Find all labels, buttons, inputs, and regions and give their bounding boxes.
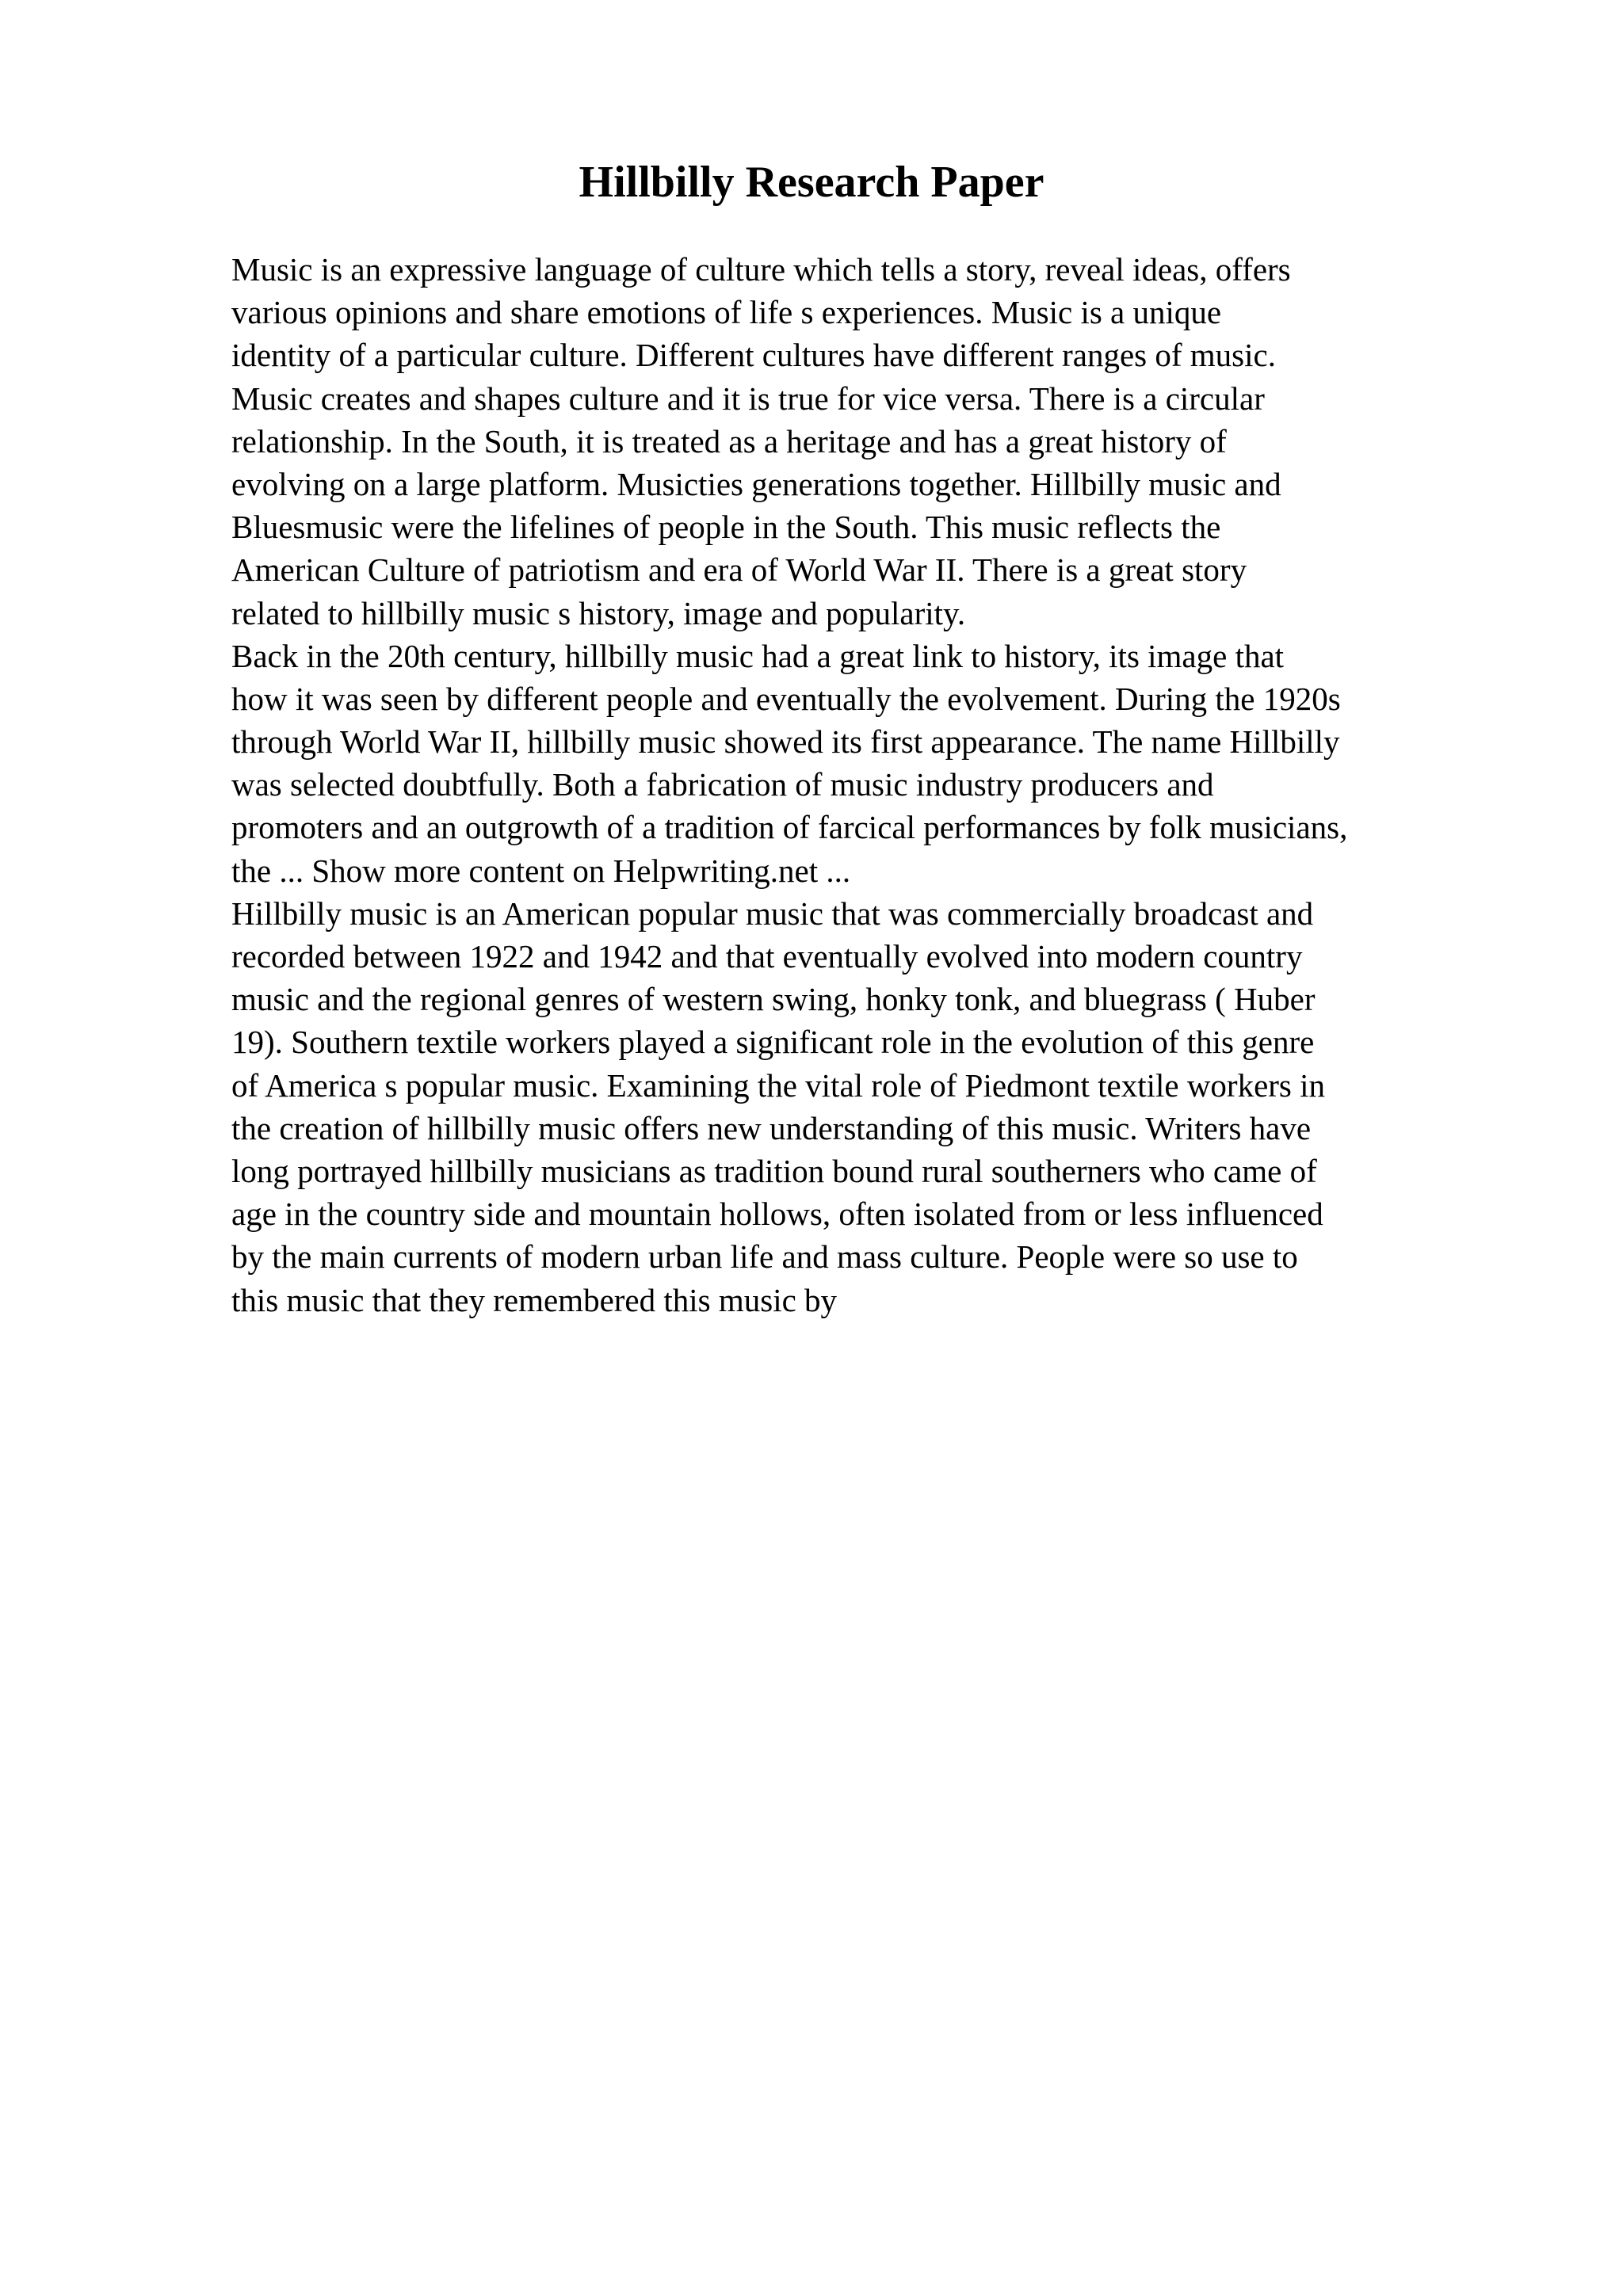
text-line: relationship. In the South, it is treated as a heritage and has a great history of <box>231 422 1227 460</box>
text-line: of America s popular music. Examining the vital role of Piedmont textile workers in <box>231 1066 1326 1104</box>
document-body <box>231 248 1547 1322</box>
text-line: various opinions and share emotions of life s experiences. Music is a unique <box>231 294 1222 331</box>
text-line: long portrayed hillbilly musicians as tradition bound rural southerners who came of <box>231 1152 1317 1189</box>
text-line: American Culture of patriotism and era of World War II. There is a great story <box>231 551 1247 589</box>
text-line: Back in the 20th century, hillbilly music had a great link to history, its image that <box>231 637 1285 674</box>
text-line: promoters and an outgrowth of a tradition of farcical performances by folk musicians, <box>231 809 1348 846</box>
text-line: Bluesmusic were the lifelines of people in the South. This music reflects the <box>231 509 1221 546</box>
text-line: the creation of hillbilly music offers new understanding of this music. Writers have <box>231 1109 1312 1146</box>
page-title: Hillbilly Research Paper <box>579 158 1044 207</box>
text-line: evolving on a large platform. Musicties generations together. Hillbilly music and <box>231 465 1281 502</box>
text-line: Music creates and shapes culture and it is true for vice versa. There is a circular <box>231 379 1265 417</box>
text-line: music and the regional genres of western swing, honky tonk, and bluegrass ( Huber <box>231 981 1316 1018</box>
text-line: this music that they remembered this music by <box>231 1281 838 1318</box>
text-line: related to hillbilly music s history, image and popularity. <box>231 594 966 631</box>
text-line: through World War II, hillbilly music showed its first appearance. The name Hillbilly <box>231 723 1340 761</box>
text-line: by the main currents of modern urban life and mass culture. People were so use to <box>231 1238 1298 1276</box>
text-line: 19). Southern textile workers played a significant role in the evolution of this genre <box>231 1024 1315 1061</box>
text-line: Hillbilly music is an American popular music that was commercially broadcast and <box>231 894 1314 932</box>
text-line: was selected doubtfully. Both a fabrication of music industry producers and <box>231 766 1214 803</box>
text-line: age in the country side and mountain hollows, often isolated from or less influenced <box>231 1196 1323 1233</box>
text-line: the ... Show more content on Helpwriting.net ... <box>231 852 851 889</box>
text-line: identity of a particular culture. Different cultures have different ranges of music. <box>231 337 1276 374</box>
text-line: Music is an expressive language of culture which tells a story, reveal ideas, offers <box>231 251 1291 288</box>
text-line: recorded between 1922 and 1942 and that eventually evolved into modern country <box>231 938 1303 974</box>
text-line: how it was seen by different people and eventually the evolvement. During the 1920s <box>231 680 1341 717</box>
